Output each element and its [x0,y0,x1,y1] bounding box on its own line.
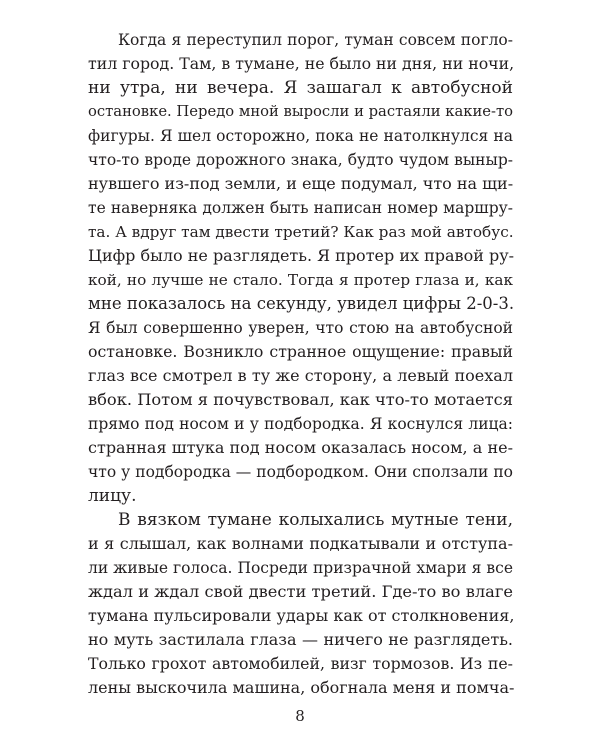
text-line: глаз все смотрел в ту же сторону, а левый поехал [88,366,513,385]
text-line: лены выскочила машина, обогнала меня и помча- [88,678,515,697]
text-line: что у подбородка — подбородком. Они сползали по [88,463,513,481]
text-line: тил город. Там, в тумане, не было ни дня, ни ночи, [88,54,515,73]
text-line: тумана пульсировали удары как от столкновения, [88,606,515,625]
text-line: ли живые голоса. Посреди призрачной хмари я все [88,559,513,577]
text-line: странная штука под носом оказалась носом, а не- [88,438,513,457]
text-line: что-то вроде дорожного знака, будто чудом выныр- [88,151,513,169]
text-line: В вязком тумане колыхались мутные тени, [118,510,513,530]
text-line: та. А вдруг там двести третий? Как раз мой автобус. [88,223,514,241]
text-line: Цифр было не разглядеть. Я протер их правой ру- [88,246,515,265]
text-line: нувшего из-под земли, и еще подумал, что на щи- [88,174,514,193]
text-line: те наверняка должен быть написан номер маршру- [88,199,513,217]
text-line: ждал и ждал свой двести третий. Где-то во влаге [88,582,513,601]
text-line: и я слышал, как волнами подкатывали и отступа- [88,534,513,553]
text-line: кой, но лучше не стало. Тогда я протер глаза и, как [88,271,513,289]
text-line: остановке. Передо мной выросли и растаяли какие-то [88,103,514,120]
text-line: лицу. [88,486,137,506]
text-line: Я был совершенно уверен, что стою на автобусной [88,319,513,337]
paragraph-2 [88,508,513,700]
text-line: ни утра, ни вечера. Я зашагал к автобусной [88,78,513,98]
paragraph-1 [88,28,513,508]
text-line: вбок. Потом я почувствовал, как что-то мотается [88,390,513,409]
text-line: фигуры. Я шел осторожно, пока не натолкнулся на [88,127,513,145]
text-line: остановке. Возникло странное ощущение: правый [88,342,513,361]
body-text [88,28,513,700]
text-line: но муть застилала глаза — ничего не разглядеть. [88,630,513,649]
text-line: Когда я переступил порог, туман совсем погло- [118,31,513,49]
text-line: Только грохот автомобилей, визг тормозов. Из пе- [88,654,513,673]
page-number: 8 [295,707,305,725]
text-line: прямо под носом и у подбородка. Я коснулся лица: [88,415,513,433]
text-line: мне показалось на секунду, увидел цифры 2-0-3. [88,294,515,313]
